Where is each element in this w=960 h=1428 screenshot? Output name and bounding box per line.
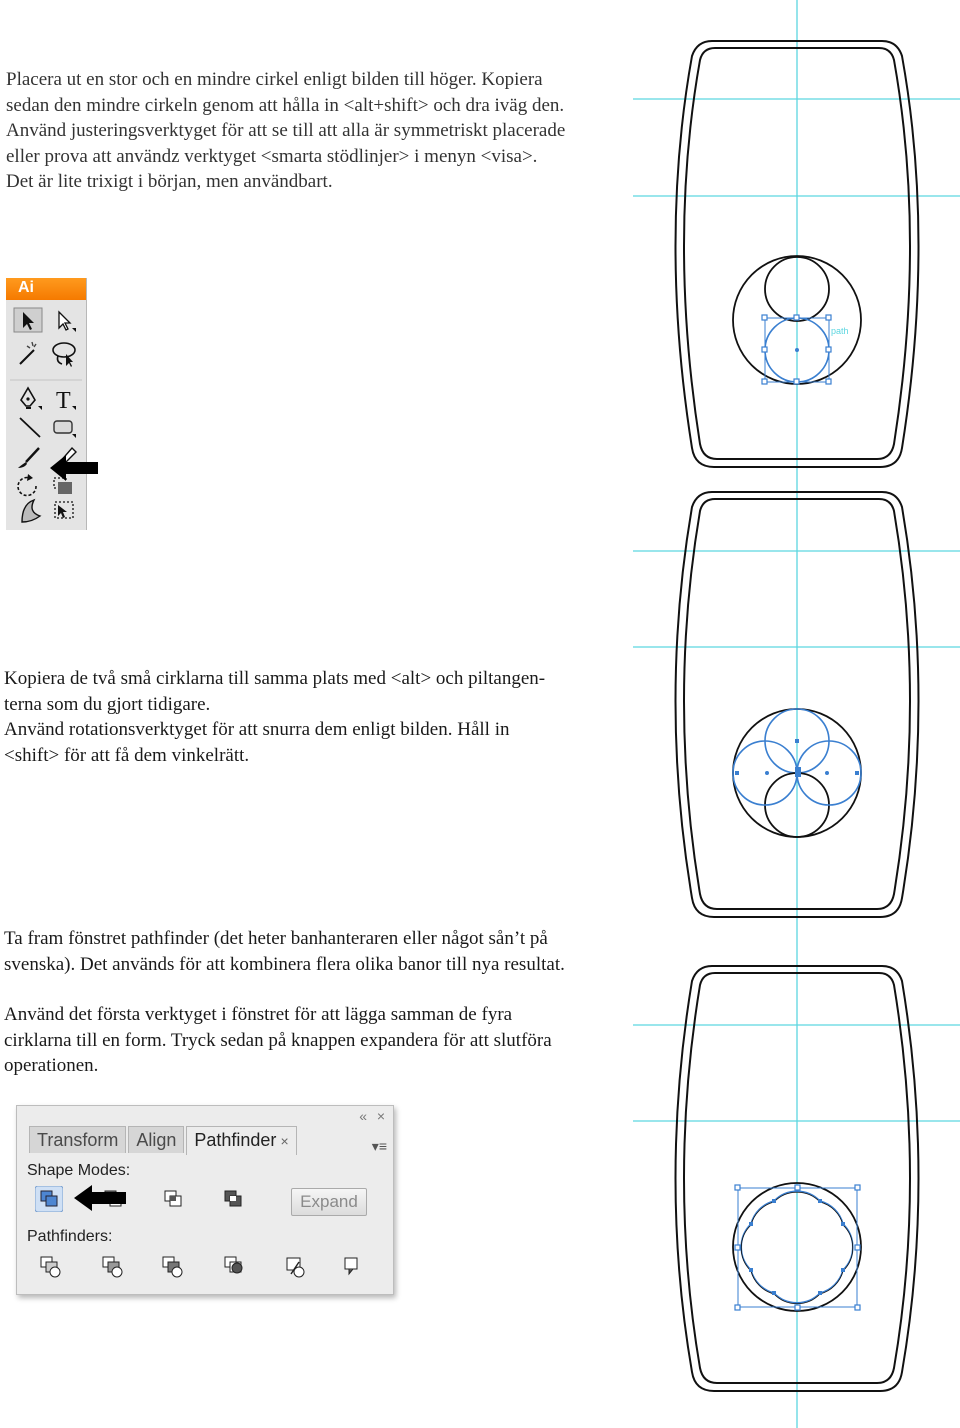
text-line: Kopiera de två små cirklarna till samma plats med <alt> och piltangen- [4, 668, 546, 689]
unite-icon[interactable] [35, 1186, 63, 1212]
tab-pathfinder[interactable] [186, 1126, 296, 1155]
text-line: Använd rotationsverktyget för att snurra dem enligt bilden. Håll in [4, 719, 510, 740]
tab-label: Transform [37, 1130, 119, 1150]
outline-icon[interactable] [281, 1254, 309, 1280]
expand-button[interactable]: Expand [291, 1188, 367, 1216]
collapse-icon[interactable]: « [359, 1108, 367, 1124]
panel-tabs [29, 1126, 299, 1154]
app-logo: Ai [6, 278, 86, 300]
intersect-icon[interactable] [159, 1186, 187, 1212]
text-line: operationen. [4, 1055, 99, 1076]
text-line: Placera ut en stor och en mindre cirkel enligt bilden till höger. Kopiera [6, 69, 543, 90]
trim-icon[interactable] [99, 1254, 127, 1280]
text-line: terna som du gjort tidigare. [4, 693, 211, 715]
tab-align[interactable] [128, 1126, 184, 1153]
text-line: svenska). Det används för att kombinera flera olika banor till nya resultat. [4, 953, 565, 975]
text-line: Det är lite trixigt i början, men användbart. [6, 171, 333, 192]
minus-front-icon[interactable] [99, 1186, 127, 1212]
crop-icon[interactable] [221, 1254, 249, 1280]
text-line: cirklarna till en form. Tryck sedan på knappen expandera för att slutföra [4, 1029, 552, 1051]
pathfinders-label: Pathfinders: [27, 1228, 113, 1245]
divide-icon[interactable] [37, 1254, 65, 1280]
svg-text:T: T [56, 388, 71, 414]
minus-back-icon[interactable] [339, 1254, 367, 1280]
pathfinder-panel [16, 1105, 394, 1295]
tab-transform[interactable] [29, 1126, 126, 1153]
tab-label: Align [136, 1130, 177, 1150]
text-line: Använd det första verktyget i fönstret för att lägga samman de fyra [4, 1004, 513, 1025]
shape-modes-label: Shape Modes: [27, 1162, 131, 1179]
close-icon[interactable]: × [376, 1108, 385, 1124]
panel-menu-icon[interactable]: ▾≡ [371, 1138, 387, 1154]
text-line: Använd justeringsverktyget för att se till att alla är symmetriskt placerade [6, 120, 566, 141]
tab-label: Pathfinder [194, 1130, 277, 1150]
tab-close-icon[interactable]: × [280, 1133, 289, 1149]
guide-lines [633, 0, 960, 1428]
text-line: eller prova att användz verktyget <smarta stödlinjer> i menyn <visa>. [6, 145, 538, 167]
smart-guide-label: path [831, 326, 849, 336]
exclude-icon[interactable] [219, 1186, 247, 1212]
merge-icon[interactable] [159, 1254, 187, 1280]
text-line: sedan den mindre cirkeln genom att hålla in <alt+shift> och dra iväg den. [6, 94, 565, 116]
text-line: Ta fram fönstret pathfinder (det heter banhanteraren eller något sån’t på [4, 928, 548, 949]
text-line: <shift> för att få dem vinkelrätt. [4, 744, 250, 766]
